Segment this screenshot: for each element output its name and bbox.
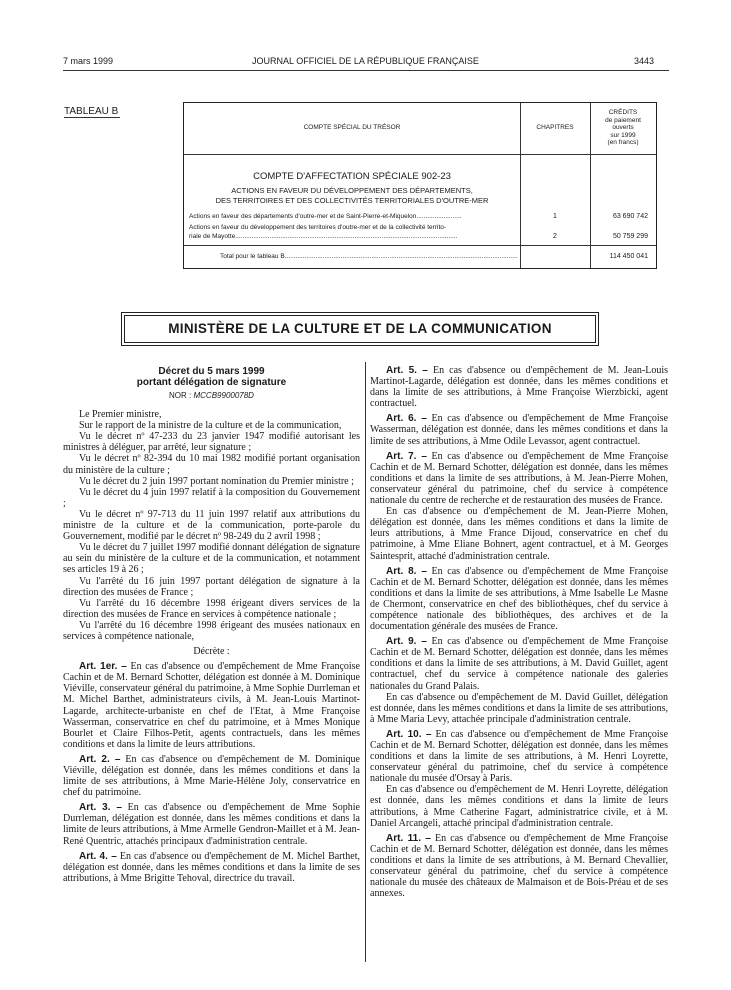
article-text: En cas d'absence ou d'empêchement de Mme Françoise Cachin et de M. Bernard Schotter, délégation est donnée, dans les mêmes conditions et dans la limite de ses attributions, à Mme Isabelle Le Masne de Chermont, conservatrice en chef des bibliothèques, chef du service à compétence nationale des bibliothèques, des archives et de la documentation générale des musées de France. <box>370 565 669 633</box>
tableau-label: TABLEAU B <box>64 106 119 117</box>
article-label: Art. 4. – <box>79 850 117 862</box>
preamble-para: Vu le décret nº 47-233 du 23 janvier 1947 modifié autorisant les ministres à déléguer, par arrêté, leur signature ; <box>63 431 360 454</box>
article-label: Art. 7. – <box>386 450 427 462</box>
article-text: En cas d'absence ou d'empêchement de M. Dominique Viéville, délégation est donnée, dans les mêmes conditions et dans la limite de ses attributions, à Mme Marie-Hélène Joly, conservatrice en chef du patrimoine. <box>63 753 360 799</box>
article-para <box>63 754 360 798</box>
article-text: En cas d'absence ou d'empêchement de Mme Françoise Cachin et de M. Bernard Schotter, délégation est donnée, dans les mêmes conditions et dans la limite de ses attributions, à M. David Guillet, agent contractuel, chef du service à compétence nationale des galeries nationales du Grand Palais. <box>370 636 669 692</box>
credits-line: (en francs) <box>607 139 639 146</box>
article-para <box>370 451 668 506</box>
dot-leader: ................................................................................................................................. <box>284 253 518 260</box>
preamble-para: Vu l'arrêté du 16 décembre 1998 érigeant divers services de la direction des musées de France en services à compétence nationale ; <box>63 597 360 620</box>
article-text: En cas d'absence ou d'empêchement de Mme Françoise Cachin et de M. Bernard Schotter, délégation est donnée à M. Dominique Viéville, conservateur général du patrimoine, à Mme Sophie Durrleman et M. Michel Barthet, administrateurs civils, à M. Jean-Louis Martinot-Lagarde, architecte-urbaniste en chef de l'Etat, à Mme Françoise Wasserman, conservatrice en chef du patrimoine, et à Mmes Monique Bourlet et Claire Filhos-Petit, agents contractuels, dans les mêmes conditions et dans la limite de leurs attributions. <box>63 661 360 750</box>
preamble-para: Vu le décret nº 97-713 du 11 juin 1997 relatif aux attributions du ministre de la culture et de la communication, porte-parole du Gouvernement, modifié par le décret nº 98-249 du 2 avril 1998 ; <box>63 508 360 543</box>
preamble-para: Vu le décret du 4 juin 1997 relatif à la composition du Gouvernement ; <box>63 486 360 509</box>
account-subtitle-1: ACTIONS EN FAVEUR DU DÉVELOPPEMENT DES DÉPARTEMENTS, <box>231 186 473 195</box>
decree-title <box>63 366 360 388</box>
row-text: riale de Mayotte <box>189 233 236 240</box>
preamble-para: Sur le rapport de la ministre de la culture et de la communication, <box>79 420 342 432</box>
decree-title-line-1: Décret du 5 mars 1999 <box>158 366 265 377</box>
row-2-credits: 50 759 299 <box>612 233 648 240</box>
credits-line: de paiement <box>605 116 641 124</box>
issue-date: 7 mars 1999 <box>63 56 114 66</box>
article-para <box>370 566 668 633</box>
dot-leader: ......................... <box>416 213 462 220</box>
article-para <box>370 833 668 900</box>
decrete-label: Décrète : <box>193 646 230 658</box>
row-1-credits: 63 690 742 <box>612 213 648 220</box>
total-text: Total pour le tableau B <box>220 253 285 260</box>
article-label: Art. 5. – <box>386 365 428 376</box>
article-label: Art. 3. – <box>79 802 122 814</box>
article-label: Art. 10. – <box>386 728 432 740</box>
row-1-chapitre: 1 <box>553 213 557 220</box>
journal-title: JOURNAL OFFICIEL DE LA RÉPUBLIQUE FRANÇAISE <box>252 56 479 66</box>
row-2-chapitre: 2 <box>553 233 557 240</box>
credits-line: sur 1999 <box>610 131 636 139</box>
article-para <box>63 661 360 750</box>
preamble-para: Vu l'arrêté du 16 décembre 1998 érigeant des musées nationaux en services à compétence nationale, <box>63 619 360 642</box>
article-para <box>63 851 360 884</box>
nor-reference <box>63 390 360 401</box>
article-text: En cas d'absence ou d'empêchement de Mme Françoise Cachin et de M. Bernard Schotter, délégation est donnée, dans les mêmes conditions et dans la limite de ses attributions, à M. Bernard Chevallier, conservateur général du patrimoine, chef du service à compétence nationale du musée des châteaux de Malmaison et de Bois-Préau et de ses annexes. <box>370 832 668 900</box>
header-rule <box>63 70 669 71</box>
preamble-para: Vu le décret du 7 juillet 1997 modifié donnant délégation de signature au sein du ministère de la culture et de la communication, et notamment ses articles 19 à 26 ; <box>63 542 360 576</box>
table-divider <box>184 245 656 246</box>
total-label <box>220 253 518 260</box>
article-label: Art. 6. – <box>386 413 427 425</box>
account-title: COMPTE D'AFFECTATION SPÉCIALE 902-23 <box>253 171 451 182</box>
table-divider <box>184 154 656 155</box>
article-para <box>370 506 668 561</box>
article-para <box>370 729 668 784</box>
article-text: En cas d'absence ou d'empêchement de Mme Françoise Wasserman, délégation est donnée, dans les mêmes conditions et dans la limite de ses attributions, à Mme Odile Levassor, agent contractuel. <box>370 413 669 447</box>
row-text: Actions en faveur des départements d'outre-mer et de Saint-Pierre-et-Miquelon <box>189 213 417 220</box>
row-1-label <box>189 213 462 220</box>
article-text: En cas d'absence ou d'empêchement de Mme Sophie Durrleman, délégation est donnée, dans les mêmes conditions et dans la limite de leurs attributions, à Mme Armelle Gendron-Maillet et à M. Jean-René Quentric, attachés principaux d'administration centrale. <box>63 802 360 847</box>
nor-label: NOR : <box>169 391 192 400</box>
nor-code: MCCB9900078D <box>193 391 254 400</box>
article-label: Art. 8. – <box>386 565 427 577</box>
page-number: 3443 <box>633 56 654 66</box>
article-text: En cas d'absence ou d'empêchement de M. Jean-Pierre Mohen, délégation est donnée, dans les mêmes conditions et dans la limite de leurs attributions, à Mme France Dijoud, conservatrice en chef du patrimoine, à Mme Eliane Bohnert, agent contractuel, et à M. Georges Saintesprit, attaché d'administration centrale. <box>370 506 668 562</box>
preamble-para: Vu le décret nº 82-394 du 10 mai 1982 modifié portant organisation du ministère de la culture ; <box>63 453 360 476</box>
article-para <box>370 413 668 446</box>
row-2-label: Actions en faveur du développement des territoires d'outre-mer et de la collectivité territo- <box>189 224 447 231</box>
column-divider <box>365 362 366 962</box>
article-text: En cas d'absence ou d'empêchement de M. Jean-Louis Martinot-Lagarde, délégation est donnée, dans les mêmes conditions et dans la limite de ses attributions, à Mme Françoise Wierzbicki, agent contractuel. <box>370 365 668 410</box>
article-text: En cas d'absence ou d'empêchement de Mme Françoise Cachin et de M. Bernard Schotter, délégation est donnée, dans les mêmes conditions et dans la limite de ses attributions, à M. Jean-Pierre Mohen, conservateur général du patrimoine, chef du service à compétence nationale du centre de recherche et de restauration des musées de France. <box>370 450 669 507</box>
preamble-para: Vu l'arrêté du 16 juin 1997 portant délégation de signature à la direction des musées de France ; <box>63 575 360 598</box>
account-subtitle-2: DES TERRITOIRES ET DES COLLECTIVITÉS TERRITORIALES D'OUTRE-MER <box>215 196 489 205</box>
credits-line: CRÉDITS <box>608 109 638 116</box>
article-para <box>370 784 668 828</box>
left-column <box>63 366 360 884</box>
decree-title-line-2: portant délégation de signature <box>136 377 287 388</box>
article-text: En cas d'absence ou d'empêchement de M. David Guillet, délégation est donnée, dans les mêmes conditions et dans la limite de ses attributions, à Mme Maria Levy, attachée principale d'administration centrale. <box>370 691 668 725</box>
article-text: En cas d'absence ou d'empêchement de M. Henri Loyrette, délégation est donnée, dans les mêmes conditions et dans la limite de leurs attributions, à Mme Catherine Fagart, administratrice civile, et à M. Daniel Arcangeli, attaché principal d'administration centrale. <box>370 784 668 829</box>
credits-line: ouverts <box>612 124 634 131</box>
article-para <box>370 636 668 691</box>
article-para <box>63 802 360 846</box>
tableau-b <box>183 102 657 269</box>
ministry-banner: MINISTÈRE DE LA CULTURE ET DE LA COMMUNICATION <box>124 315 596 343</box>
row-2-label-cont <box>189 233 457 240</box>
article-text: En cas d'absence ou d'empêchement de M. Michel Barthet, délégation est donnée, dans les mêmes conditions et dans la limite de ses attributions, à Mme Brigitte Tehoval, directrice du travail. <box>63 850 360 884</box>
article-para <box>370 365 668 409</box>
dot-leader: ........................................................................................................................... <box>235 233 458 240</box>
article-label: Art. 11. – <box>386 832 431 844</box>
preamble-para: Le Premier ministre, <box>79 409 162 421</box>
article-para <box>370 692 668 725</box>
article-text: En cas d'absence ou d'empêchement de Mme Françoise Cachin et de M. Bernard Schotter, délégation est donnée, dans les mêmes conditions et dans la limite de ses attributions, à M. Henri Loyrette, conservateur général du patrimoine, chef du service à compétence nationale du musée d'Orsay à Paris. <box>370 728 669 785</box>
header-chapitres: CHAPITRES <box>536 124 574 131</box>
right-column <box>370 365 668 899</box>
header-credits <box>590 109 656 147</box>
article-label: Art. 1er. – <box>79 661 127 673</box>
total-value: 114 450 041 <box>609 253 648 260</box>
header-compte: COMPTE SPÉCIAL DU TRÉSOR <box>303 124 401 131</box>
running-header <box>0 56 731 68</box>
article-label: Art. 2. – <box>79 753 121 765</box>
article-label: Art. 9. – <box>386 636 427 648</box>
preamble-para: Vu le décret du 2 juin 1997 portant nomination du Premier ministre ; <box>79 475 354 487</box>
